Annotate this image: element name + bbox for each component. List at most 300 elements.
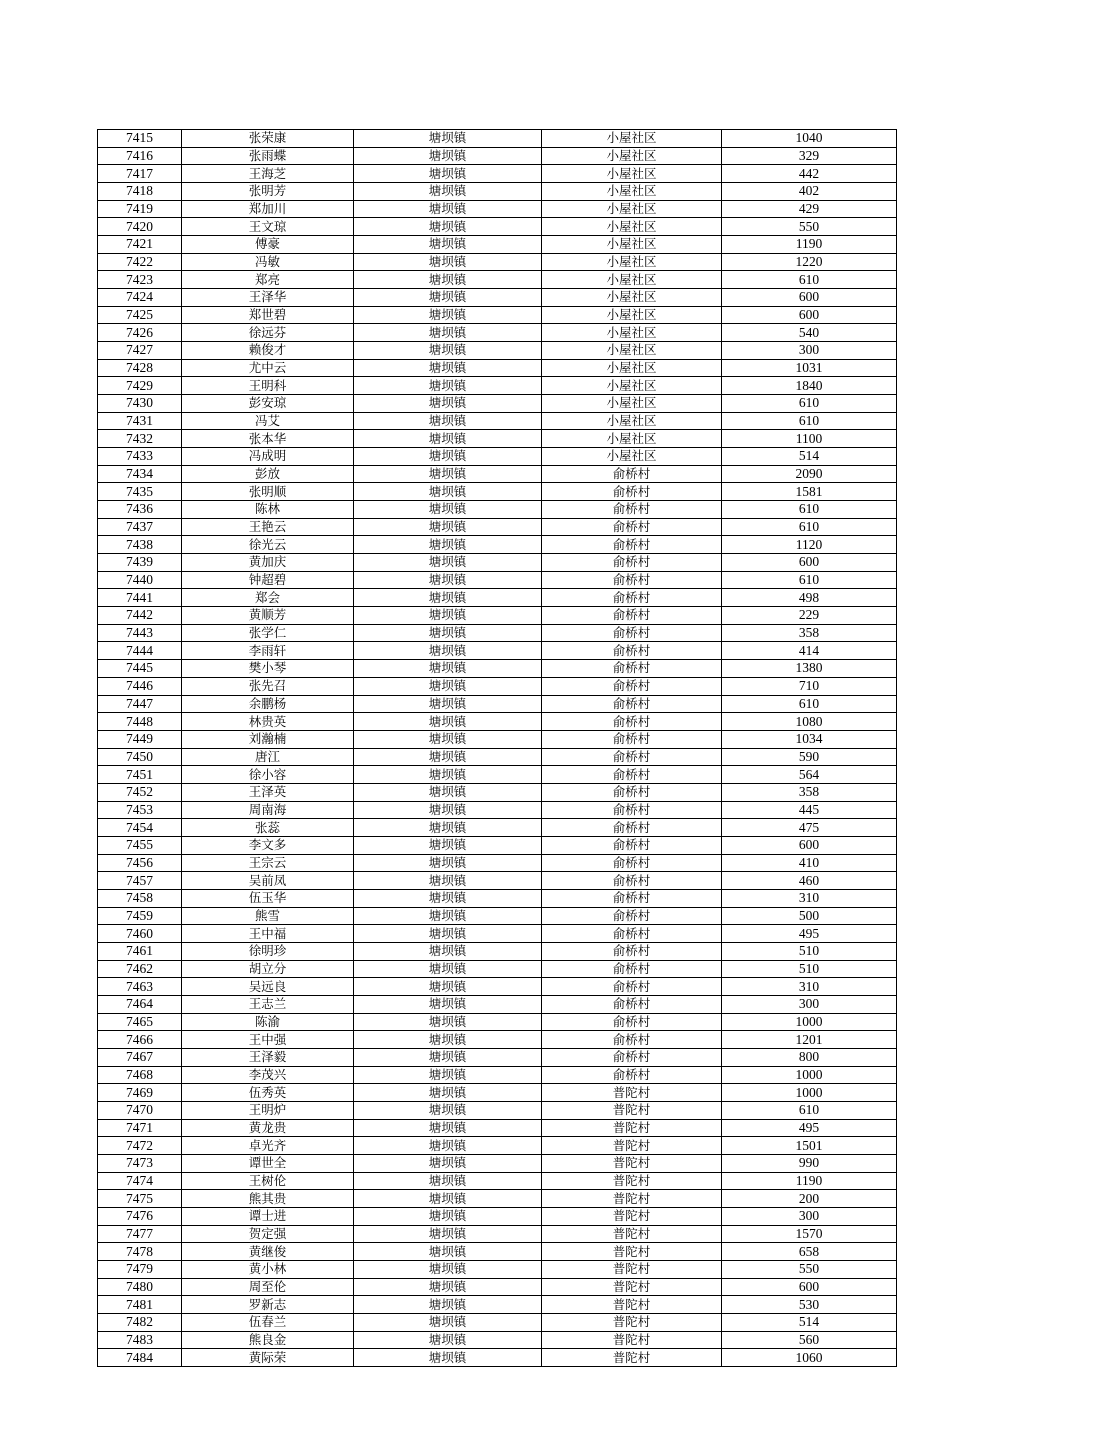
amount-value-cell: 329 — [722, 147, 897, 165]
person-name-cell: 张本华 — [182, 430, 354, 448]
amount-value-cell: 600 — [722, 289, 897, 307]
table-row — [98, 501, 897, 519]
amount-value-cell: 600 — [722, 836, 897, 854]
person-name-cell: 徐明珍 — [182, 942, 354, 960]
table-row — [98, 1349, 897, 1367]
table-row — [98, 1031, 897, 1049]
row-number-cell: 7417 — [98, 165, 182, 183]
person-name-cell: 徐小容 — [182, 766, 354, 784]
table-row — [98, 872, 897, 890]
town-name-cell: 塘坝镇 — [354, 1225, 542, 1243]
row-number-cell: 7445 — [98, 660, 182, 678]
amount-value-cell: 1581 — [722, 483, 897, 501]
amount-value-cell: 1040 — [722, 130, 897, 148]
table-row — [98, 465, 897, 483]
table-row — [98, 1225, 897, 1243]
row-number-cell: 7429 — [98, 377, 182, 395]
town-name-cell: 塘坝镇 — [354, 730, 542, 748]
person-name-cell: 王中福 — [182, 925, 354, 943]
person-name-cell: 周至伦 — [182, 1278, 354, 1296]
person-name-cell: 彭放 — [182, 465, 354, 483]
person-name-cell: 伍秀英 — [182, 1084, 354, 1102]
amount-value-cell: 445 — [722, 801, 897, 819]
village-name-cell: 俞桥村 — [542, 695, 722, 713]
town-name-cell: 塘坝镇 — [354, 1066, 542, 1084]
amount-value-cell: 1120 — [722, 536, 897, 554]
village-name-cell: 小屋社区 — [542, 342, 722, 360]
amount-value-cell: 1190 — [722, 236, 897, 254]
person-name-cell: 张蕊 — [182, 819, 354, 837]
amount-value-cell: 610 — [722, 501, 897, 519]
person-name-cell: 谭士进 — [182, 1207, 354, 1225]
amount-value-cell: 1501 — [722, 1137, 897, 1155]
amount-value-cell: 610 — [722, 271, 897, 289]
table-row — [98, 730, 897, 748]
village-name-cell: 普陀村 — [542, 1261, 722, 1279]
amount-value-cell: 800 — [722, 1048, 897, 1066]
row-number-cell: 7462 — [98, 960, 182, 978]
row-number-cell: 7479 — [98, 1261, 182, 1279]
person-name-cell: 李雨轩 — [182, 642, 354, 660]
amount-value-cell: 300 — [722, 1207, 897, 1225]
table-row — [98, 1278, 897, 1296]
town-name-cell: 塘坝镇 — [354, 995, 542, 1013]
table-row — [98, 200, 897, 218]
person-name-cell: 王树伦 — [182, 1172, 354, 1190]
person-name-cell: 张荣康 — [182, 130, 354, 148]
town-name-cell: 塘坝镇 — [354, 501, 542, 519]
row-number-cell: 7477 — [98, 1225, 182, 1243]
amount-value-cell: 600 — [722, 554, 897, 572]
row-number-cell: 7441 — [98, 589, 182, 607]
table-row — [98, 430, 897, 448]
row-number-cell: 7473 — [98, 1154, 182, 1172]
table-row — [98, 995, 897, 1013]
amount-value-cell: 1000 — [722, 1084, 897, 1102]
village-name-cell: 普陀村 — [542, 1349, 722, 1367]
town-name-cell: 塘坝镇 — [354, 1172, 542, 1190]
village-name-cell: 俞桥村 — [542, 889, 722, 907]
table-row — [98, 289, 897, 307]
row-number-cell: 7419 — [98, 200, 182, 218]
row-number-cell: 7472 — [98, 1137, 182, 1155]
town-name-cell: 塘坝镇 — [354, 960, 542, 978]
person-name-cell: 王海芝 — [182, 165, 354, 183]
village-name-cell: 普陀村 — [542, 1172, 722, 1190]
table-row — [98, 942, 897, 960]
row-number-cell: 7470 — [98, 1101, 182, 1119]
village-name-cell: 俞桥村 — [542, 501, 722, 519]
row-number-cell: 7466 — [98, 1031, 182, 1049]
person-name-cell: 卓光齐 — [182, 1137, 354, 1155]
town-name-cell: 塘坝镇 — [354, 1101, 542, 1119]
town-name-cell: 塘坝镇 — [354, 660, 542, 678]
village-name-cell: 小屋社区 — [542, 412, 722, 430]
amount-value-cell: 510 — [722, 960, 897, 978]
row-number-cell: 7431 — [98, 412, 182, 430]
table-row — [98, 748, 897, 766]
row-number-cell: 7424 — [98, 289, 182, 307]
table-row — [98, 1101, 897, 1119]
amount-value-cell: 229 — [722, 607, 897, 625]
amount-value-cell: 495 — [722, 1119, 897, 1137]
town-name-cell: 塘坝镇 — [354, 677, 542, 695]
village-name-cell: 普陀村 — [542, 1296, 722, 1314]
amount-value-cell: 442 — [722, 165, 897, 183]
amount-value-cell: 358 — [722, 783, 897, 801]
person-name-cell: 王中强 — [182, 1031, 354, 1049]
person-name-cell: 王泽毅 — [182, 1048, 354, 1066]
village-name-cell: 普陀村 — [542, 1084, 722, 1102]
person-name-cell: 冯艾 — [182, 412, 354, 430]
village-name-cell: 普陀村 — [542, 1331, 722, 1349]
table-row — [98, 624, 897, 642]
town-name-cell: 塘坝镇 — [354, 695, 542, 713]
table-row — [98, 695, 897, 713]
row-number-cell: 7439 — [98, 554, 182, 572]
table-row — [98, 1048, 897, 1066]
village-name-cell: 普陀村 — [542, 1225, 722, 1243]
amount-value-cell: 610 — [722, 518, 897, 536]
table-row — [98, 660, 897, 678]
amount-value-cell: 1100 — [722, 430, 897, 448]
amount-value-cell: 1031 — [722, 359, 897, 377]
row-number-cell: 7468 — [98, 1066, 182, 1084]
row-number-cell: 7457 — [98, 872, 182, 890]
amount-value-cell: 1190 — [722, 1172, 897, 1190]
town-name-cell: 塘坝镇 — [354, 1084, 542, 1102]
village-name-cell: 俞桥村 — [542, 1031, 722, 1049]
table-row — [98, 978, 897, 996]
village-name-cell: 普陀村 — [542, 1243, 722, 1261]
village-name-cell: 小屋社区 — [542, 430, 722, 448]
village-name-cell: 俞桥村 — [542, 801, 722, 819]
person-name-cell: 吴前凤 — [182, 872, 354, 890]
table-row — [98, 925, 897, 943]
amount-value-cell: 590 — [722, 748, 897, 766]
person-name-cell: 张先召 — [182, 677, 354, 695]
amount-value-cell: 610 — [722, 395, 897, 413]
town-name-cell: 塘坝镇 — [354, 1314, 542, 1332]
amount-value-cell: 610 — [722, 412, 897, 430]
amount-value-cell: 498 — [722, 589, 897, 607]
table-row — [98, 819, 897, 837]
row-number-cell: 7452 — [98, 783, 182, 801]
amount-value-cell: 2090 — [722, 465, 897, 483]
person-name-cell: 张明顺 — [182, 483, 354, 501]
village-name-cell: 俞桥村 — [542, 872, 722, 890]
town-name-cell: 塘坝镇 — [354, 236, 542, 254]
table-row — [98, 1314, 897, 1332]
table-row — [98, 1154, 897, 1172]
village-name-cell: 小屋社区 — [542, 289, 722, 307]
row-number-cell: 7423 — [98, 271, 182, 289]
row-number-cell: 7422 — [98, 253, 182, 271]
town-name-cell: 塘坝镇 — [354, 766, 542, 784]
village-name-cell: 普陀村 — [542, 1119, 722, 1137]
town-name-cell: 塘坝镇 — [354, 889, 542, 907]
village-name-cell: 小屋社区 — [542, 200, 722, 218]
town-name-cell: 塘坝镇 — [354, 130, 542, 148]
table-row — [98, 589, 897, 607]
person-name-cell: 黄继俊 — [182, 1243, 354, 1261]
village-name-cell: 小屋社区 — [542, 271, 722, 289]
town-name-cell: 塘坝镇 — [354, 819, 542, 837]
person-name-cell: 徐光云 — [182, 536, 354, 554]
table-row — [98, 1207, 897, 1225]
person-name-cell: 黄顺芳 — [182, 607, 354, 625]
row-number-cell: 7440 — [98, 571, 182, 589]
village-name-cell: 俞桥村 — [542, 571, 722, 589]
amount-value-cell: 1080 — [722, 713, 897, 731]
person-name-cell: 傅豪 — [182, 236, 354, 254]
row-number-cell: 7427 — [98, 342, 182, 360]
amount-value-cell: 990 — [722, 1154, 897, 1172]
town-name-cell: 塘坝镇 — [354, 978, 542, 996]
row-number-cell: 7474 — [98, 1172, 182, 1190]
village-name-cell: 小屋社区 — [542, 236, 722, 254]
person-name-cell: 伍春兰 — [182, 1314, 354, 1332]
village-name-cell: 俞桥村 — [542, 748, 722, 766]
town-name-cell: 塘坝镇 — [354, 1190, 542, 1208]
table-row — [98, 342, 897, 360]
row-number-cell: 7421 — [98, 236, 182, 254]
table-row — [98, 324, 897, 342]
town-name-cell: 塘坝镇 — [354, 1243, 542, 1261]
amount-value-cell: 1000 — [722, 1013, 897, 1031]
person-name-cell: 罗新志 — [182, 1296, 354, 1314]
town-name-cell: 塘坝镇 — [354, 589, 542, 607]
person-name-cell: 张雨蝶 — [182, 147, 354, 165]
village-name-cell: 小屋社区 — [542, 359, 722, 377]
village-name-cell: 俞桥村 — [542, 624, 722, 642]
person-name-cell: 赖俊才 — [182, 342, 354, 360]
village-name-cell: 俞桥村 — [542, 483, 722, 501]
row-number-cell: 7476 — [98, 1207, 182, 1225]
table-row — [98, 766, 897, 784]
town-name-cell: 塘坝镇 — [354, 448, 542, 466]
town-name-cell: 塘坝镇 — [354, 536, 542, 554]
table-row — [98, 1296, 897, 1314]
table-row — [98, 960, 897, 978]
village-name-cell: 俞桥村 — [542, 1013, 722, 1031]
person-name-cell: 郑世碧 — [182, 306, 354, 324]
town-name-cell: 塘坝镇 — [354, 412, 542, 430]
table-row — [98, 642, 897, 660]
row-number-cell: 7434 — [98, 465, 182, 483]
amount-value-cell: 475 — [722, 819, 897, 837]
village-name-cell: 小屋社区 — [542, 218, 722, 236]
town-name-cell: 塘坝镇 — [354, 783, 542, 801]
table-row — [98, 412, 897, 430]
village-name-cell: 俞桥村 — [542, 730, 722, 748]
village-name-cell: 俞桥村 — [542, 942, 722, 960]
table-row — [98, 554, 897, 572]
table-body — [98, 130, 897, 1367]
amount-value-cell: 1060 — [722, 1349, 897, 1367]
amount-value-cell: 410 — [722, 854, 897, 872]
person-name-cell: 陈渝 — [182, 1013, 354, 1031]
row-number-cell: 7460 — [98, 925, 182, 943]
person-name-cell: 贺定强 — [182, 1225, 354, 1243]
amount-value-cell: 658 — [722, 1243, 897, 1261]
person-name-cell: 熊良金 — [182, 1331, 354, 1349]
person-name-cell: 林贵英 — [182, 713, 354, 731]
amount-value-cell: 200 — [722, 1190, 897, 1208]
village-name-cell: 俞桥村 — [542, 907, 722, 925]
amount-value-cell: 1034 — [722, 730, 897, 748]
town-name-cell: 塘坝镇 — [354, 430, 542, 448]
row-number-cell: 7478 — [98, 1243, 182, 1261]
village-name-cell: 俞桥村 — [542, 1066, 722, 1084]
town-name-cell: 塘坝镇 — [354, 1278, 542, 1296]
row-number-cell: 7482 — [98, 1314, 182, 1332]
town-name-cell: 塘坝镇 — [354, 395, 542, 413]
person-name-cell: 吴远良 — [182, 978, 354, 996]
row-number-cell: 7451 — [98, 766, 182, 784]
village-name-cell: 俞桥村 — [542, 960, 722, 978]
village-name-cell: 俞桥村 — [542, 589, 722, 607]
person-name-cell: 王泽英 — [182, 783, 354, 801]
town-name-cell: 塘坝镇 — [354, 359, 542, 377]
row-number-cell: 7465 — [98, 1013, 182, 1031]
amount-value-cell: 560 — [722, 1331, 897, 1349]
row-number-cell: 7415 — [98, 130, 182, 148]
row-number-cell: 7475 — [98, 1190, 182, 1208]
town-name-cell: 塘坝镇 — [354, 1048, 542, 1066]
row-number-cell: 7437 — [98, 518, 182, 536]
table-row — [98, 1137, 897, 1155]
village-name-cell: 俞桥村 — [542, 766, 722, 784]
row-number-cell: 7433 — [98, 448, 182, 466]
town-name-cell: 塘坝镇 — [354, 1331, 542, 1349]
village-name-cell: 俞桥村 — [542, 978, 722, 996]
town-name-cell: 塘坝镇 — [354, 571, 542, 589]
person-name-cell: 王宗云 — [182, 854, 354, 872]
row-number-cell: 7484 — [98, 1349, 182, 1367]
amount-value-cell: 495 — [722, 925, 897, 943]
row-number-cell: 7428 — [98, 359, 182, 377]
table-row — [98, 1190, 897, 1208]
town-name-cell: 塘坝镇 — [354, 271, 542, 289]
person-name-cell: 郑会 — [182, 589, 354, 607]
person-name-cell: 黄龙贵 — [182, 1119, 354, 1137]
person-name-cell: 熊其贵 — [182, 1190, 354, 1208]
town-name-cell: 塘坝镇 — [354, 147, 542, 165]
row-number-cell: 7435 — [98, 483, 182, 501]
village-name-cell: 普陀村 — [542, 1190, 722, 1208]
amount-value-cell: 310 — [722, 889, 897, 907]
table-row — [98, 571, 897, 589]
village-name-cell: 俞桥村 — [542, 677, 722, 695]
person-name-cell: 王志兰 — [182, 995, 354, 1013]
row-number-cell: 7459 — [98, 907, 182, 925]
town-name-cell: 塘坝镇 — [354, 801, 542, 819]
town-name-cell: 塘坝镇 — [354, 1296, 542, 1314]
table-row — [98, 130, 897, 148]
amount-value-cell: 530 — [722, 1296, 897, 1314]
row-number-cell: 7483 — [98, 1331, 182, 1349]
row-number-cell: 7442 — [98, 607, 182, 625]
table-row — [98, 1084, 897, 1102]
town-name-cell: 塘坝镇 — [354, 518, 542, 536]
village-name-cell: 俞桥村 — [542, 854, 722, 872]
amount-value-cell: 310 — [722, 978, 897, 996]
person-name-cell: 谭世全 — [182, 1154, 354, 1172]
town-name-cell: 塘坝镇 — [354, 1013, 542, 1031]
town-name-cell: 塘坝镇 — [354, 942, 542, 960]
town-name-cell: 塘坝镇 — [354, 289, 542, 307]
table-row — [98, 836, 897, 854]
person-name-cell: 王明科 — [182, 377, 354, 395]
person-name-cell: 黄小林 — [182, 1261, 354, 1279]
village-name-cell: 俞桥村 — [542, 607, 722, 625]
town-name-cell: 塘坝镇 — [354, 713, 542, 731]
village-name-cell: 小屋社区 — [542, 165, 722, 183]
person-name-cell: 王明炉 — [182, 1101, 354, 1119]
table-row — [98, 518, 897, 536]
person-name-cell: 李茂兴 — [182, 1066, 354, 1084]
row-number-cell: 7418 — [98, 183, 182, 201]
table-row — [98, 907, 897, 925]
row-number-cell: 7456 — [98, 854, 182, 872]
person-name-cell: 陈林 — [182, 501, 354, 519]
amount-value-cell: 1220 — [722, 253, 897, 271]
amount-value-cell: 402 — [722, 183, 897, 201]
amount-value-cell: 1840 — [722, 377, 897, 395]
amount-value-cell: 460 — [722, 872, 897, 890]
row-number-cell: 7480 — [98, 1278, 182, 1296]
row-number-cell: 7447 — [98, 695, 182, 713]
town-name-cell: 塘坝镇 — [354, 607, 542, 625]
person-name-cell: 黄加庆 — [182, 554, 354, 572]
amount-value-cell: 550 — [722, 1261, 897, 1279]
town-name-cell: 塘坝镇 — [354, 1137, 542, 1155]
town-name-cell: 塘坝镇 — [354, 1261, 542, 1279]
amount-value-cell: 300 — [722, 342, 897, 360]
row-number-cell: 7420 — [98, 218, 182, 236]
town-name-cell: 塘坝镇 — [354, 218, 542, 236]
table-row — [98, 183, 897, 201]
village-name-cell: 俞桥村 — [542, 660, 722, 678]
row-number-cell: 7458 — [98, 889, 182, 907]
row-number-cell: 7416 — [98, 147, 182, 165]
town-name-cell: 塘坝镇 — [354, 836, 542, 854]
amount-value-cell: 540 — [722, 324, 897, 342]
person-name-cell: 彭安琼 — [182, 395, 354, 413]
person-name-cell: 尤中云 — [182, 359, 354, 377]
town-name-cell: 塘坝镇 — [354, 1349, 542, 1367]
town-name-cell: 塘坝镇 — [354, 854, 542, 872]
table-row — [98, 1331, 897, 1349]
person-name-cell: 徐远芬 — [182, 324, 354, 342]
town-name-cell: 塘坝镇 — [354, 377, 542, 395]
row-number-cell: 7463 — [98, 978, 182, 996]
village-name-cell: 俞桥村 — [542, 995, 722, 1013]
village-name-cell: 小屋社区 — [542, 147, 722, 165]
village-name-cell: 小屋社区 — [542, 324, 722, 342]
village-name-cell: 俞桥村 — [542, 465, 722, 483]
table-row — [98, 607, 897, 625]
table-row — [98, 306, 897, 324]
amount-value-cell: 510 — [722, 942, 897, 960]
person-name-cell: 王艳云 — [182, 518, 354, 536]
table-row — [98, 395, 897, 413]
amount-value-cell: 500 — [722, 907, 897, 925]
table-row — [98, 1119, 897, 1137]
village-name-cell: 普陀村 — [542, 1278, 722, 1296]
table-row — [98, 1243, 897, 1261]
